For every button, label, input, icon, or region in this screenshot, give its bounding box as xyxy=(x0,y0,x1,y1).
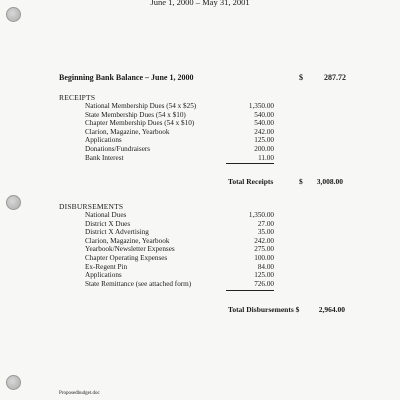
receipt-item-label: Applications xyxy=(85,136,122,145)
footer-filename: Proposedbudget.doc xyxy=(59,391,100,396)
hole-punch-middle xyxy=(6,195,21,210)
disbursement-item-amount: 125.00 xyxy=(254,271,274,280)
disbursement-item-label: District X Advertising xyxy=(85,228,149,237)
total-receipts-amount: 3,008.00 xyxy=(316,177,343,186)
hole-punch-top xyxy=(6,7,21,22)
receipt-item-label: Clarion, Magazine, Yearbook xyxy=(85,127,170,136)
receipts-items xyxy=(85,102,196,162)
disbursement-item-amount: 275.00 xyxy=(254,245,274,254)
beginning-balance-label: Beginning Bank Balance – June 1, 2000 xyxy=(59,73,194,82)
disbursements-title: DISBURSEMENTS xyxy=(59,202,124,211)
disbursements-amounts xyxy=(236,211,274,288)
receipt-item-amount: 200.00 xyxy=(254,144,274,153)
disbursement-item-amount: 27.00 xyxy=(257,219,274,228)
disbursement-item-label: National Dues xyxy=(85,211,127,219)
disbursements-items xyxy=(85,211,191,288)
disbursement-item-label: Ex-Regent Pin xyxy=(85,262,128,271)
disbursement-item-label: District X Dues xyxy=(85,219,131,228)
disbursement-item-amount: 35.00 xyxy=(257,228,274,237)
beginning-balance-amount: 287.72 xyxy=(324,73,346,82)
total-receipts-label: Total Receipts xyxy=(228,177,274,186)
receipts-amounts xyxy=(236,102,274,162)
disbursements-underline xyxy=(226,290,274,291)
budget-period: June 1, 2000 – May 31, 2001 xyxy=(150,0,250,7)
disbursement-item-label: Applications xyxy=(85,271,122,280)
disbursement-item-label: Yearbook/Newsletter Expenses xyxy=(85,245,175,254)
receipts-title: RECEIPTS xyxy=(59,93,96,102)
receipts-underline xyxy=(226,163,274,164)
receipt-item-amount: 125.00 xyxy=(254,136,274,145)
receipt-item-label: National Membership Dues (54 x $25) xyxy=(85,102,197,110)
receipt-item-amount: 540.00 xyxy=(254,110,274,119)
disbursement-item-amount: 1,350.00 xyxy=(248,211,274,219)
disbursement-item-label: State Remittance (see attached form) xyxy=(85,279,192,288)
receipt-item-label: Donations/Fundraisers xyxy=(85,144,151,153)
receipt-item-amount: 242.00 xyxy=(254,127,274,136)
beginning-balance-currency: $ xyxy=(299,73,303,82)
receipt-item-label: State Membership Dues (54 x $10) xyxy=(85,110,186,119)
total-receipts-currency: $ xyxy=(299,177,303,186)
disbursement-item-label: Chapter Operating Expenses xyxy=(85,253,168,262)
disbursement-item-amount: 84.00 xyxy=(257,262,274,271)
disbursement-item-label: Clarion, Magazine, Yearbook xyxy=(85,236,170,245)
hole-punch-bottom xyxy=(6,375,21,390)
total-disbursements-label: Total Disbursements $ xyxy=(228,305,300,314)
receipt-item-amount: 540.00 xyxy=(254,119,274,128)
disbursement-item-amount: 242.00 xyxy=(254,236,274,245)
total-disbursements-amount: 2,964.00 xyxy=(318,305,345,314)
receipt-item-label: Chapter Membership Dues (54 x $10) xyxy=(85,119,195,128)
receipt-item-label: Bank Interest xyxy=(85,153,124,162)
disbursement-item-amount: 100.00 xyxy=(254,253,274,262)
receipt-item-amount: 1,350.00 xyxy=(248,102,274,110)
disbursement-item-amount: 726.00 xyxy=(254,279,274,288)
receipt-item-amount: 11.00 xyxy=(258,153,274,162)
